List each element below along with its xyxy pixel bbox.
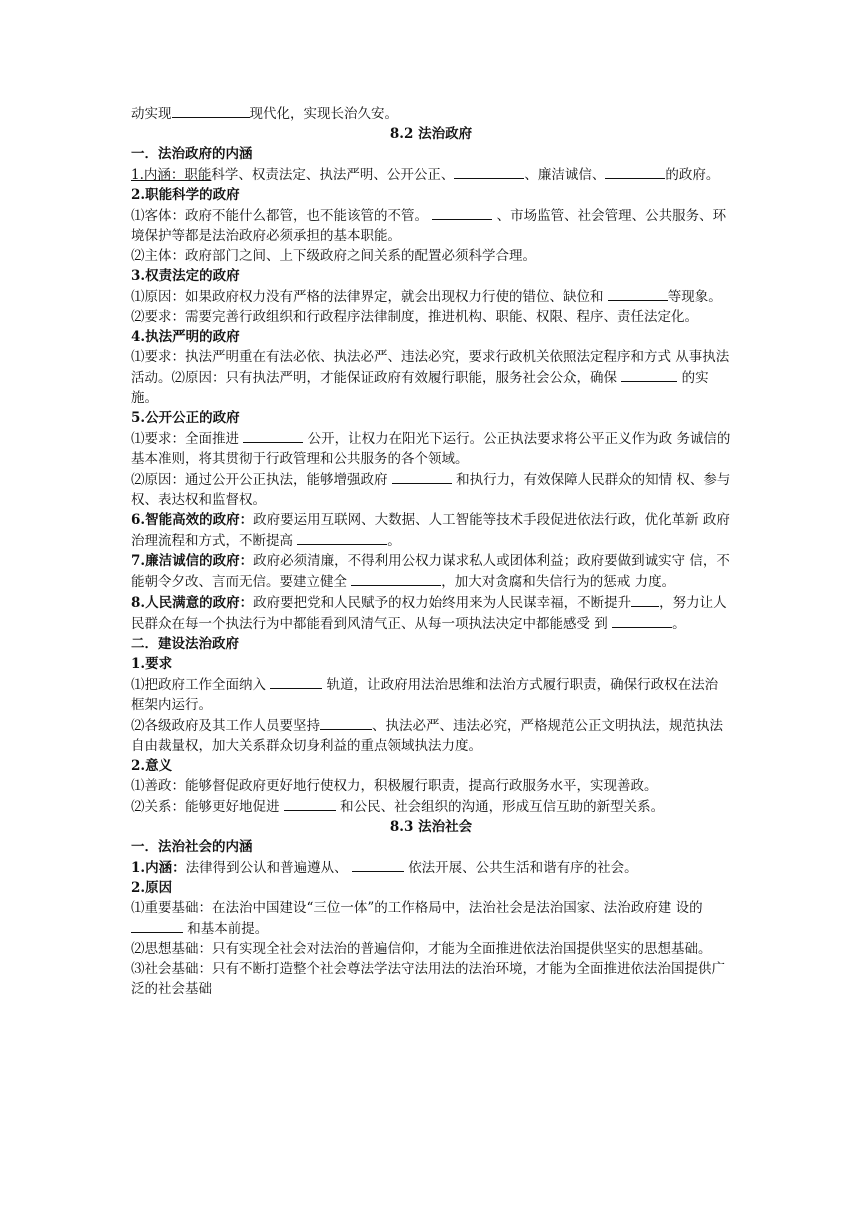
text: 依法开展、公共生活和谐有序的社会。 bbox=[408, 860, 638, 876]
text: 等现象。 bbox=[667, 289, 722, 305]
text: 科学、权责法定、执法严明、公开公正、 bbox=[211, 167, 455, 183]
text: 、廉洁诚信、 bbox=[524, 167, 606, 183]
fill-blank[interactable] bbox=[320, 715, 372, 730]
text: 法律得到公认和普遍遵从、 bbox=[185, 860, 348, 876]
text: ⑴要求：执法严明重在有法必依、执法必严、违法必究，要求行政机关依照法定程序和方式 从事执法活动。⑵原因：只有执法严明，才能保证政府有效履行职能，服务社会公众，确保 bbox=[131, 349, 730, 386]
text: 政府必须清廉，不得利用公权力谋求私人或团体利益；政府要做到诚实守 信，不能朝令夕改、言而无信。要建立健全 bbox=[131, 553, 730, 590]
paragraph-ideological-basis: ⑵思想基础：只有实现全社会对法治的普遍信仰，才能为全面推进依法治国提供坚实的思想基础。 bbox=[131, 941, 712, 957]
heading-open-fair: 5.公开公正的政府 bbox=[131, 410, 240, 426]
text: ⑵各级政府及其工作人员要坚持 bbox=[131, 718, 320, 734]
fill-blank[interactable] bbox=[612, 613, 672, 628]
paragraph-society-connotation bbox=[131, 857, 731, 878]
text: ⑴把政府工作全面纳入 bbox=[131, 677, 266, 693]
paragraph-subject: ⑵主体：政府部门之间、上下级政府之间关系的配置必须科学合理。 bbox=[131, 248, 536, 264]
paragraph-smart-efficient bbox=[131, 510, 731, 551]
text: ⑵关系：能够更好地促进 bbox=[131, 799, 280, 815]
text: ⑴原因：如果政府权力没有严格的法律界定，就会出现权力行使的错位、缺位和 bbox=[131, 289, 604, 305]
fill-blank[interactable] bbox=[608, 286, 668, 301]
text: 和执行力，有效保障人民群众的知情 权、参与权、表达权和监督权。 bbox=[131, 472, 731, 508]
paragraph-connotation bbox=[131, 164, 731, 185]
item-label: 8.人民满意的政府： bbox=[131, 595, 254, 611]
item-label: 7.廉洁诚信的政府： bbox=[131, 553, 254, 569]
paragraph-open-requirement bbox=[131, 428, 731, 469]
text: 政府。 bbox=[678, 167, 720, 183]
text: ，加大对贪腐和失信行为的惩戒 力度。 bbox=[441, 574, 676, 590]
fill-blank[interactable] bbox=[131, 918, 183, 933]
paragraph-enforcement bbox=[131, 347, 731, 408]
heading-statutory-powers: 3.权责法定的政府 bbox=[131, 268, 240, 284]
section-title-8-2: 8.2 法治政府 bbox=[389, 126, 473, 142]
item-label: 6.智能高效的政府： bbox=[131, 512, 254, 528]
fill-blank[interactable] bbox=[297, 530, 387, 545]
paragraph-requirement-1 bbox=[131, 674, 731, 715]
text: 、执法必严、违法必究，严格规范公正文明执法，规范执法自由裁量权，加大关系群众切身利益的重点领域执法力度。 bbox=[131, 718, 723, 754]
fill-blank[interactable] bbox=[243, 428, 303, 443]
fill-blank[interactable] bbox=[392, 469, 452, 484]
text: 轨道，让政府用法治思维和法治方式履行职责，确保行政权在法治框架内运行。 bbox=[131, 677, 719, 713]
text: ，努力让人民群众在每一个执法行为中都能看到风清气正、从每一项执法决定中都能感受 到 bbox=[131, 595, 727, 632]
text: ⑴重要基础：在法治中国建设“三位一体”的工作格局中，法治社会是法治国家、法治政府建 设的 bbox=[131, 900, 703, 916]
fill-blank[interactable] bbox=[631, 592, 659, 607]
paragraph-requirement-2 bbox=[131, 715, 731, 756]
paragraph-good-governance: ⑴善政：能够督促政府更好地行使权力，积极履行职责，提高行政服务水平，实现善政。 bbox=[131, 778, 658, 794]
paragraph-clean-honest bbox=[131, 551, 731, 592]
paragraph-continued bbox=[131, 103, 731, 124]
text: 现代化，实现长治久安。 bbox=[249, 106, 398, 122]
fill-blank[interactable] bbox=[351, 571, 441, 586]
heading-government-connotation: 一．法治政府的内涵 bbox=[131, 146, 253, 162]
document-body bbox=[131, 103, 731, 999]
fill-blank[interactable] bbox=[605, 164, 665, 179]
text: 和基本前提。 bbox=[187, 921, 269, 937]
text: 公开，让权力在阳光下运行。公正执法要求将公平正义作为政 务诚信的基本准则，将其贯彻于行政管理和公共服务的各个领域。 bbox=[131, 431, 731, 467]
paragraph-object bbox=[131, 205, 731, 246]
heading-functional-science: 2.职能科学的政府 bbox=[131, 187, 240, 203]
paragraph-open-reason bbox=[131, 469, 731, 510]
underlined-text: 1.内涵：职能 bbox=[131, 167, 212, 183]
fill-blank[interactable] bbox=[432, 205, 492, 220]
heading-requirements: 1.要求 bbox=[131, 656, 173, 672]
heading-build-government: 二．建设法治政府 bbox=[131, 636, 239, 652]
paragraph-people-satisfied bbox=[131, 592, 731, 634]
heading-strict-enforcement: 4.执法严明的政府 bbox=[131, 329, 240, 345]
fill-blank[interactable] bbox=[621, 367, 677, 382]
paragraph-requirement: ⑵要求：需要完善行政组织和行政程序法律制度，推进机构、职能、权限、程序、责任法定化。 bbox=[131, 309, 698, 325]
heading-society-connotation: 一．法治社会的内涵 bbox=[131, 839, 253, 855]
paragraph-important-basis bbox=[131, 898, 731, 939]
text: 。 bbox=[672, 616, 686, 632]
text: 政府要把党和人民赋予的权力始终用来为人民谋幸福，不断提升 bbox=[253, 595, 632, 611]
heading-significance: 2.意义 bbox=[131, 758, 173, 774]
heading-reasons: 2.原因 bbox=[131, 880, 173, 896]
fill-blank[interactable] bbox=[284, 796, 336, 811]
fill-blank[interactable] bbox=[270, 674, 322, 689]
text: 动实现 bbox=[131, 106, 172, 122]
text: 政府要运用互联网、大数据、人工智能等技术手段促进依法行政，优化革新 政府治理流程和方式，不断提高 bbox=[131, 512, 730, 549]
fill-blank[interactable] bbox=[352, 857, 404, 872]
text: 和公民、社会组织的沟通，形成互信互助的新型关系。 bbox=[340, 799, 665, 815]
text: ⑴客体：政府不能什么都管，也不能该管的不管。 bbox=[131, 208, 428, 224]
paragraph-reason bbox=[131, 286, 731, 307]
paragraph-social-basis: ⑶社会基础：只有不断打造整个社会尊法学法守法用法的法治环境，才能为全面推进依法治国提供广泛的社会基础 bbox=[131, 961, 725, 997]
section-title-8-3: 8.3 法治社会 bbox=[389, 819, 473, 835]
text: ⑴要求：全面推进 bbox=[131, 431, 239, 447]
fill-blank[interactable] bbox=[454, 164, 524, 179]
text: 。 bbox=[387, 533, 401, 549]
text: 的 bbox=[665, 167, 679, 183]
text: 、市场监管、社会管理、公共服务、环境保护等都是法治政府必须承担的基本职能。 bbox=[131, 208, 727, 244]
text: 的实施。 bbox=[131, 370, 709, 406]
fill-blank[interactable] bbox=[172, 103, 250, 118]
paragraph-relationship bbox=[131, 796, 731, 817]
text: ⑵原因：通过公开公正执法，能够增强政府 bbox=[131, 472, 388, 488]
item-label: 1.内涵： bbox=[131, 860, 186, 876]
